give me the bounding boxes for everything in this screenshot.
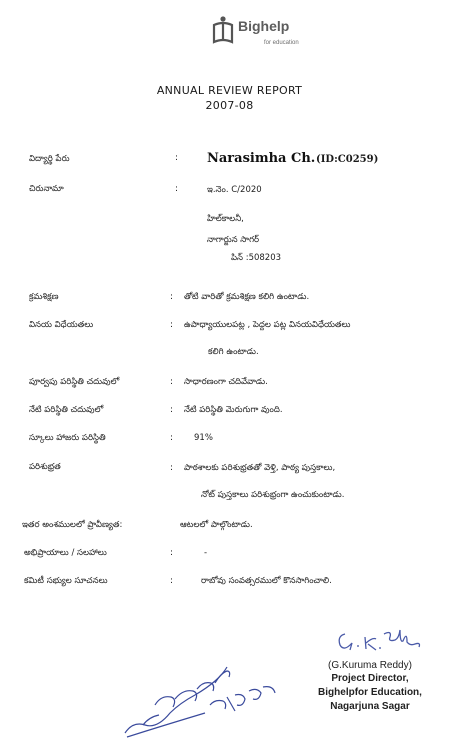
brand-name: Bighelp [238,18,290,34]
field-label-previous-study: పూర్వపు పరిస్థితి చదువులో [29,377,120,387]
student-name-label: విద్యార్థి పేరు [29,154,70,164]
colon: : [170,405,174,415]
report-title: ANNUAL REVIEW REPORT [156,84,303,97]
field-label-current-study: నేటి పరిస్థితి చదువులో [29,405,104,415]
field-label-other-skills: ఇతర అంశములలో ప్రావీణ్యత: [22,520,123,530]
field-label-cleanliness: పరిశుభ్రత [29,462,61,472]
bighelp-logo-icon [212,15,234,47]
field-value-other-skills: ఆటలలో పాల్గొంటాడు. [180,520,253,530]
field-value-cleanliness: పాఠశాలకు పరిశుభ్రతతో వెళ్తి, పాఠ్య పుస్తకాలు, [184,463,336,473]
colon: : [175,184,179,194]
field-label-obedience: వినయ విధేయతలు [29,320,94,330]
field-value-previous-study: సాధారణంగా చదివేవాడు. [184,377,268,387]
signatory-title: Project Director, [331,673,409,684]
colon: : [170,377,174,387]
address-line: హిల్‌కాలనీ, [207,214,244,224]
field-label-opinions: అభిప్రాయాలు / సలహాలు [24,548,107,558]
field-value-cleanliness-line2: నోట్ పుస్తకాలు పరిశుభ్రంగా ఉంచుకుంటాడు. [201,490,345,500]
colon: : [170,433,174,443]
colon: : [170,576,174,586]
signatory-organization: Bighelpfor Education, [318,687,422,698]
colon: : [170,548,174,558]
field-value-current-study: నేటి పరిస్థితి మెరుగుగా వుంది. [184,405,283,415]
report-year: 2007-08 [205,99,254,112]
address-line: ఇ.నెం. C/2020 [207,185,262,195]
director-signature [335,628,425,658]
field-label-attendance: స్కూలు హాజరు పరిస్థితి [29,433,106,443]
field-label-discipline: క్రమశిక్షణ [29,292,59,302]
field-label-committee-suggestions: కమిటీ సభ్యుల సూచనలు [24,576,108,586]
field-value-committee-suggestions: రాబోవు సంవత్సరములో కొనసాగించాలి. [201,576,332,586]
field-value-opinions: - [204,548,208,558]
field-value-obedience-line2: కలిగి ఉంటాడు. [208,347,259,357]
field-value-attendance: 91% [194,433,213,443]
colon: : [170,463,174,473]
colon: : [170,320,174,330]
colon: : [175,153,179,163]
signatory-name: (G.Kuruma Reddy) [328,660,412,671]
field-value-obedience: ఉపాధ్యాయులపట్ల , పెద్దల పట్ల వినయవిధేయతలు [184,320,351,330]
signatory-location: Nagarjuna Sagar [330,701,410,712]
address-line: నాగార్జున సాగర్ [207,235,260,245]
student-name: Narasimha Ch. [207,151,316,166]
address-line: పిన్ :508203 [231,253,282,263]
colon: : [170,292,174,302]
address-label: చిరునామా [29,184,64,194]
student-signature [115,655,290,740]
student-id: (ID:C0259) [316,154,379,165]
brand-tagline: for education [264,40,299,46]
field-value-discipline: తోటి వారితో క్రమశిక్షణ కలిగి ఉంటాడు. [184,292,310,302]
